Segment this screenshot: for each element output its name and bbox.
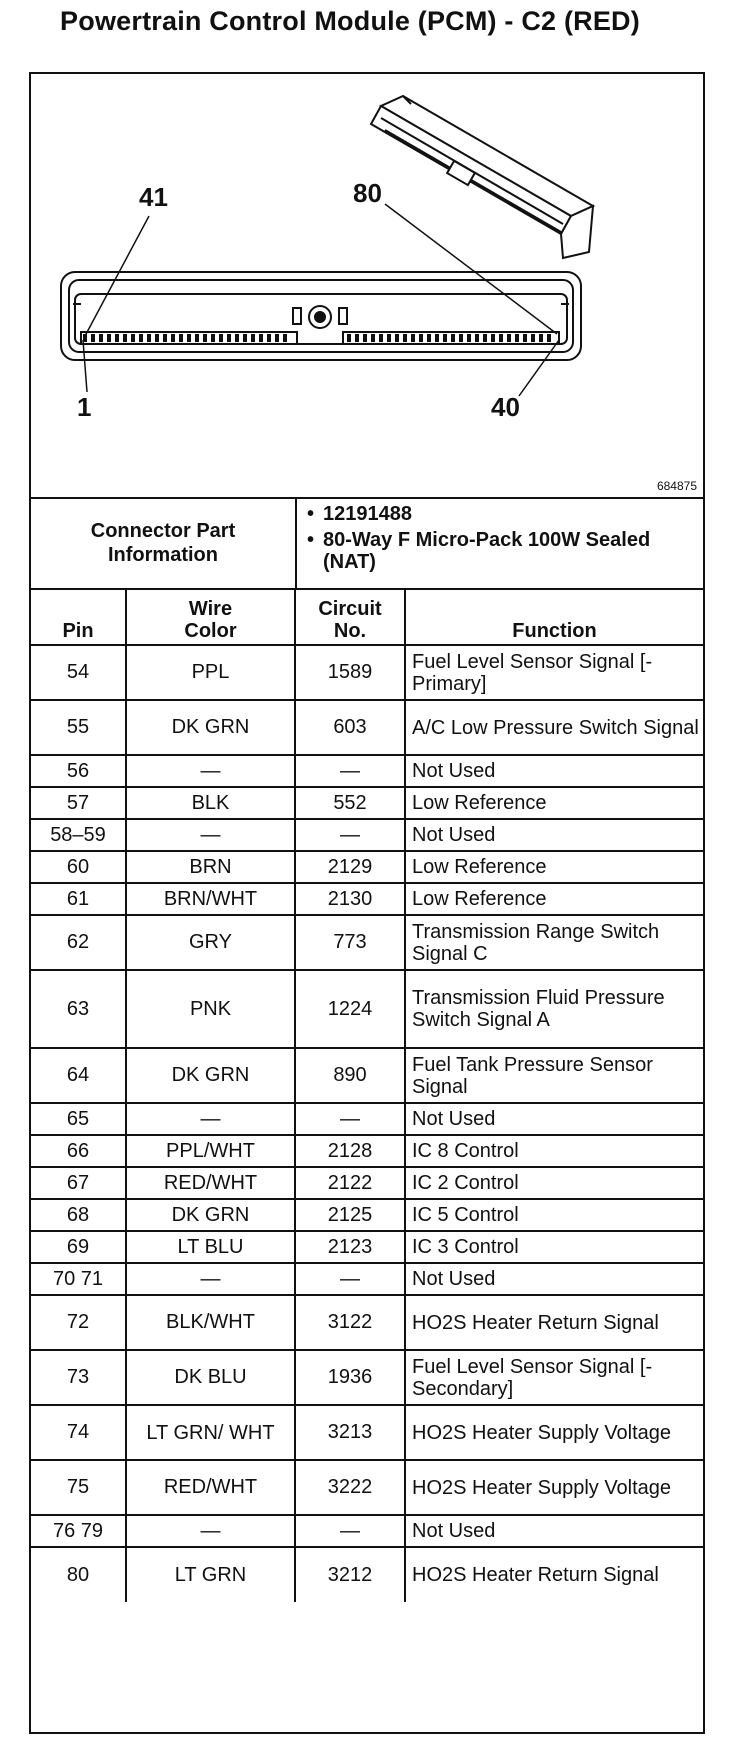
mating-plug-drawing xyxy=(371,96,593,258)
wire-color-cell: DK GRN xyxy=(126,1048,295,1103)
wire-color-cell: PPL xyxy=(126,645,295,700)
table-row xyxy=(31,1167,703,1199)
table-row xyxy=(31,1515,703,1547)
circuit-cell: 2125 xyxy=(295,1199,405,1231)
circuit-cell: 2123 xyxy=(295,1231,405,1263)
callout-40: 40 xyxy=(491,392,520,422)
pin-cell: 65 xyxy=(31,1103,126,1135)
pin-cell: 58–59 xyxy=(31,819,126,851)
function-cell: Low Reference xyxy=(405,851,703,883)
circuit-cell: 1224 xyxy=(295,970,405,1048)
pin-cell: 57 xyxy=(31,787,126,819)
pin-cell: 67 xyxy=(31,1167,126,1199)
circuit-cell: 773 xyxy=(295,915,405,970)
function-cell: Fuel Level Sensor Signal [- Primary] xyxy=(405,645,703,700)
function-cell: Not Used xyxy=(405,1263,703,1295)
table-row xyxy=(31,1405,703,1460)
circuit-cell: 2129 xyxy=(295,851,405,883)
circuit-cell: 3213 xyxy=(295,1405,405,1460)
circuit-cell: 3122 xyxy=(295,1295,405,1350)
function-cell: IC 3 Control xyxy=(405,1231,703,1263)
table-row xyxy=(31,970,703,1048)
pin-header: Pin xyxy=(31,589,126,645)
pcm-connector-drawing xyxy=(61,272,581,360)
pin-cell: 75 xyxy=(31,1460,126,1515)
wire-color-cell: PNK xyxy=(126,970,295,1048)
function-cell: Not Used xyxy=(405,819,703,851)
pin-cell: 69 xyxy=(31,1231,126,1263)
table-row xyxy=(31,755,703,787)
wire-color-cell: RED/WHT xyxy=(126,1167,295,1199)
page-title: Powertrain Control Module (PCM) - C2 (RED) xyxy=(60,6,640,36)
function-cell: IC 2 Control xyxy=(405,1167,703,1199)
function-cell: Fuel Tank Pressure Sensor Signal xyxy=(405,1048,703,1103)
circuit-cell: 603 xyxy=(295,700,405,755)
function-cell: Low Reference xyxy=(405,787,703,819)
function-cell: A/C Low Pressure Switch Signal xyxy=(405,700,703,755)
circuit-cell: 2130 xyxy=(295,883,405,915)
function-cell: Transmission Range Switch Signal C xyxy=(405,915,703,970)
pin-cell: 60 xyxy=(31,851,126,883)
wire-color-cell: PPL/WHT xyxy=(126,1135,295,1167)
function-cell: HO2S Heater Supply Voltage xyxy=(405,1460,703,1515)
wire-color-cell: DK BLU xyxy=(126,1350,295,1405)
figure-id: 684875 xyxy=(656,479,697,493)
pin-cell: 73 xyxy=(31,1350,126,1405)
wire-color-cell: BLK xyxy=(126,787,295,819)
wire-color-cell: RED/WHT xyxy=(126,1460,295,1515)
wire-color-cell: BLK/WHT xyxy=(126,1295,295,1350)
table-row xyxy=(31,1048,703,1103)
connector-description-item xyxy=(297,529,697,573)
pin-cell: 66 xyxy=(31,1135,126,1167)
pin-cell: 55 xyxy=(31,700,126,755)
part-number: 12191488 xyxy=(323,503,412,525)
table-row xyxy=(31,645,703,700)
connector-info-values xyxy=(297,501,697,577)
function-cell: Not Used xyxy=(405,1103,703,1135)
table-row xyxy=(31,1350,703,1405)
connector-illustration xyxy=(31,74,703,497)
wire-color-cell: LT GRN/ WHT xyxy=(126,1405,295,1460)
part-number-item xyxy=(297,503,697,525)
table-row xyxy=(31,1103,703,1135)
function-cell: Transmission Fluid Pressure Switch Signal A xyxy=(405,970,703,1048)
connector-info-label xyxy=(31,497,297,588)
wire-color-header: Wire Color xyxy=(126,589,295,645)
pin-cell: 76 79 xyxy=(31,1515,126,1547)
table-row xyxy=(31,1199,703,1231)
table-row xyxy=(31,1547,703,1602)
table-row xyxy=(31,1263,703,1295)
wire-color-cell: — xyxy=(126,1515,295,1547)
callout-41: 41 xyxy=(139,182,168,212)
table-row xyxy=(31,1231,703,1263)
pin-cell: 70 71 xyxy=(31,1263,126,1295)
circuit-cell: — xyxy=(295,1515,405,1547)
wire-color-cell: — xyxy=(126,1263,295,1295)
circuit-cell: 2122 xyxy=(295,1167,405,1199)
circuit-cell: 1589 xyxy=(295,645,405,700)
connector-diagram xyxy=(31,74,703,499)
pin-cell: 72 xyxy=(31,1295,126,1350)
circuit-cell: — xyxy=(295,1263,405,1295)
pin-cell: 74 xyxy=(31,1405,126,1460)
connector-info-label-line2: Information xyxy=(108,543,218,566)
pin-cell: 56 xyxy=(31,755,126,787)
circuit-cell: — xyxy=(295,755,405,787)
wire-color-cell: LT GRN xyxy=(126,1547,295,1602)
circuit-header: Circuit No. xyxy=(295,589,405,645)
table-row xyxy=(31,1135,703,1167)
callout-80: 80 xyxy=(353,178,382,208)
table-row xyxy=(31,915,703,970)
wire-color-cell: DK GRN xyxy=(126,700,295,755)
table-row xyxy=(31,1460,703,1515)
function-cell: HO2S Heater Supply Voltage xyxy=(405,1405,703,1460)
wire-color-cell: — xyxy=(126,1103,295,1135)
function-cell: HO2S Heater Return Signal xyxy=(405,1547,703,1602)
wire-color-cell: GRY xyxy=(126,915,295,970)
connector-part-information xyxy=(31,497,703,590)
circuit-cell: 2128 xyxy=(295,1135,405,1167)
connector-sheet xyxy=(29,72,705,1734)
bullet-icon: • xyxy=(307,503,315,525)
table-header-row xyxy=(31,589,703,645)
bullet-icon: • xyxy=(307,529,315,551)
circuit-cell: 3222 xyxy=(295,1460,405,1515)
function-cell: Not Used xyxy=(405,1515,703,1547)
table-row xyxy=(31,787,703,819)
table-row xyxy=(31,883,703,915)
function-cell: Not Used xyxy=(405,755,703,787)
function-cell: IC 5 Control xyxy=(405,1199,703,1231)
connector-info-label-line1: Connector Part xyxy=(90,519,236,542)
circuit-cell: — xyxy=(295,1103,405,1135)
table-row xyxy=(31,700,703,755)
pin-cell: 80 xyxy=(31,1547,126,1602)
wire-color-cell: — xyxy=(126,755,295,787)
wire-color-cell: DK GRN xyxy=(126,1199,295,1231)
table-row xyxy=(31,819,703,851)
wire-color-cell: LT BLU xyxy=(126,1231,295,1263)
function-cell: Fuel Level Sensor Signal [- Secondary] xyxy=(405,1350,703,1405)
pin-cell: 61 xyxy=(31,883,126,915)
pin-cell: 62 xyxy=(31,915,126,970)
pin-cell: 68 xyxy=(31,1199,126,1231)
function-cell: HO2S Heater Return Signal xyxy=(405,1295,703,1350)
wire-color-cell: BRN xyxy=(126,851,295,883)
pinout-table xyxy=(31,588,703,1602)
pin-cell: 64 xyxy=(31,1048,126,1103)
wire-color-cell: BRN/WHT xyxy=(126,883,295,915)
table-row xyxy=(31,1295,703,1350)
circuit-cell: — xyxy=(295,819,405,851)
circuit-cell: 1936 xyxy=(295,1350,405,1405)
function-cell: Low Reference xyxy=(405,883,703,915)
connector-description: 80-Way F Micro-Pack 100W Sealed (NAT) xyxy=(323,529,651,573)
circuit-cell: 890 xyxy=(295,1048,405,1103)
pin-cell: 54 xyxy=(31,645,126,700)
wire-color-cell: — xyxy=(126,819,295,851)
function-cell: IC 8 Control xyxy=(405,1135,703,1167)
pin-cell: 63 xyxy=(31,970,126,1048)
table-row xyxy=(31,851,703,883)
circuit-cell: 552 xyxy=(295,787,405,819)
circuit-cell: 3212 xyxy=(295,1547,405,1602)
function-header: Function xyxy=(405,589,703,645)
callout-1: 1 xyxy=(77,392,92,422)
